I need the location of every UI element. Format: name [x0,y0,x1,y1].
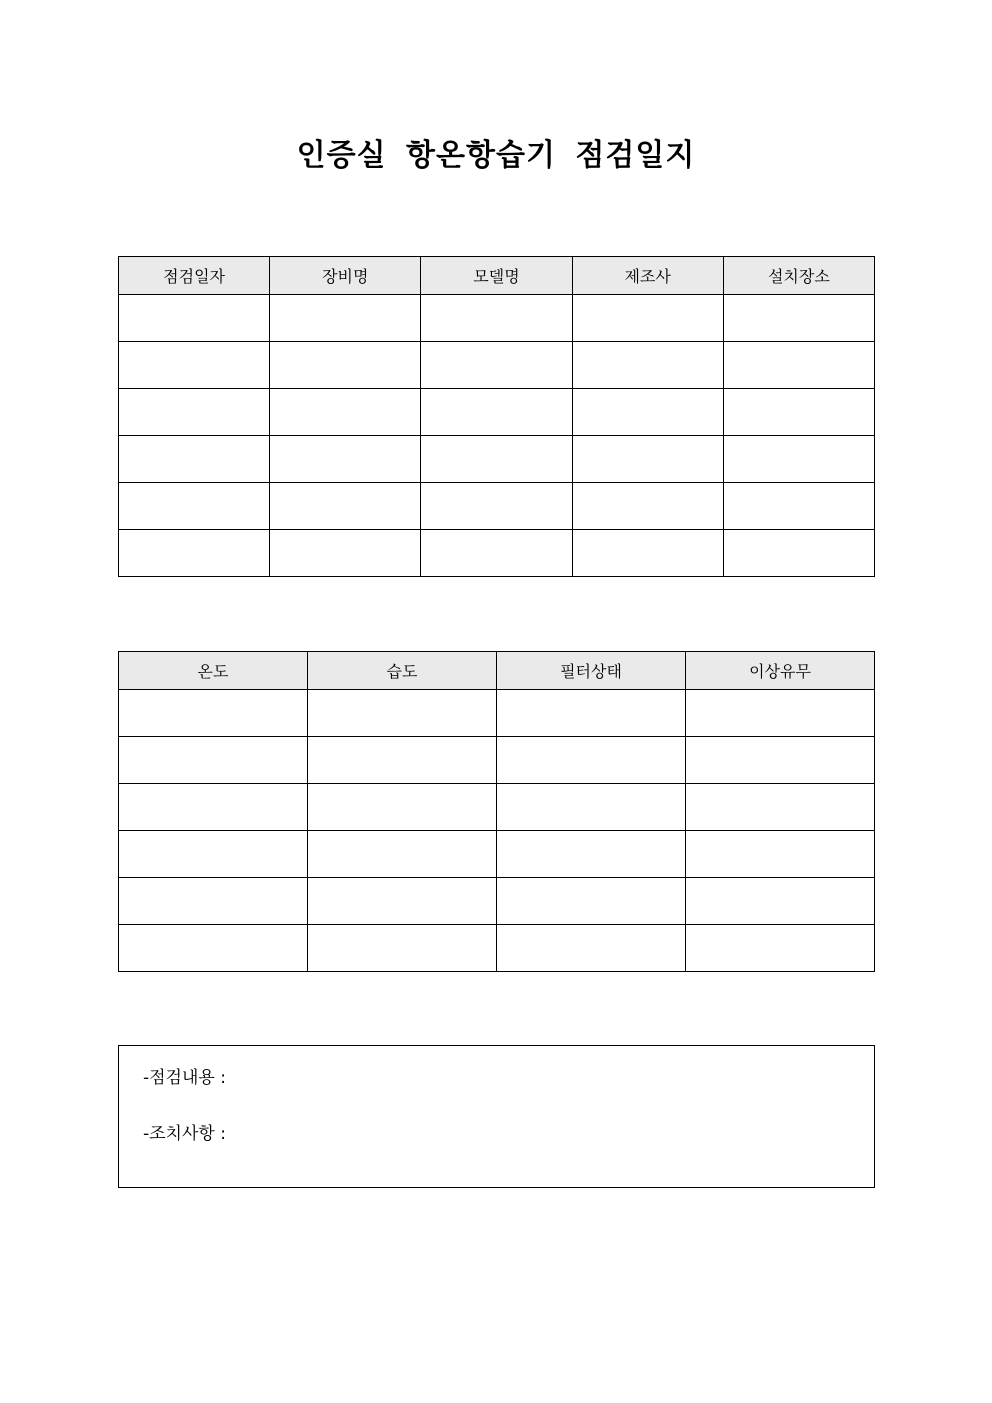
header-model-name: 모델명 [421,257,572,295]
table-cell[interactable] [686,690,875,737]
table-row [119,530,875,577]
table-cell[interactable] [119,784,308,831]
table-cell[interactable] [497,690,686,737]
table-cell[interactable] [270,389,421,436]
table-cell[interactable] [119,389,270,436]
table-cell[interactable] [497,784,686,831]
header-abnormality: 이상유무 [686,652,875,690]
table-row [119,690,875,737]
table-cell[interactable] [421,342,572,389]
table-cell[interactable] [686,831,875,878]
table-row [119,436,875,483]
table-cell[interactable] [686,925,875,972]
table-cell[interactable] [723,483,874,530]
table-row [119,925,875,972]
table-cell[interactable] [723,342,874,389]
table-cell[interactable] [119,737,308,784]
action-taken-label: -조치사항 : [143,1124,226,1144]
table-cell[interactable] [308,737,497,784]
table-cell[interactable] [497,737,686,784]
equipment-table [118,256,875,577]
table-row [119,389,875,436]
table-cell[interactable] [308,690,497,737]
table-cell[interactable] [119,295,270,342]
header-install-location: 설치장소 [723,257,874,295]
table-cell[interactable] [497,831,686,878]
table-cell[interactable] [119,878,308,925]
table-cell[interactable] [421,530,572,577]
table-cell[interactable] [421,436,572,483]
table-cell[interactable] [421,389,572,436]
notes-box [118,1045,875,1188]
header-filter-status: 필터상태 [497,652,686,690]
table-cell[interactable] [723,436,874,483]
table-cell[interactable] [723,295,874,342]
table-cell[interactable] [308,784,497,831]
table-header-row [119,652,875,690]
table-header-row [119,257,875,295]
header-temperature: 온도 [119,652,308,690]
table-cell[interactable] [270,295,421,342]
table-cell[interactable] [119,831,308,878]
table-cell[interactable] [270,530,421,577]
header-equipment-name: 장비명 [270,257,421,295]
table-row [119,737,875,784]
table-cell[interactable] [572,295,723,342]
table-cell[interactable] [686,737,875,784]
table-cell[interactable] [723,389,874,436]
table-cell[interactable] [119,342,270,389]
table-cell[interactable] [572,483,723,530]
table-cell[interactable] [572,530,723,577]
table-cell[interactable] [270,436,421,483]
table-cell[interactable] [119,436,270,483]
table-row [119,295,875,342]
table-cell[interactable] [308,831,497,878]
condition-table [118,651,875,972]
table-cell[interactable] [421,295,572,342]
table-cell[interactable] [119,530,270,577]
document-title: 인증실 항온항습기 점검일지 [296,138,696,173]
table-cell[interactable] [497,878,686,925]
table-cell[interactable] [270,483,421,530]
table-row [119,878,875,925]
table-cell[interactable] [723,530,874,577]
table-cell[interactable] [572,436,723,483]
table-cell[interactable] [572,342,723,389]
table-cell[interactable] [119,690,308,737]
table-row [119,342,875,389]
table-cell[interactable] [119,483,270,530]
table-row [119,784,875,831]
table-cell[interactable] [119,925,308,972]
table-cell[interactable] [686,878,875,925]
table-row [119,483,875,530]
table-cell[interactable] [270,342,421,389]
table-cell[interactable] [308,878,497,925]
header-humidity: 습도 [308,652,497,690]
table-cell[interactable] [308,925,497,972]
table-cell[interactable] [572,389,723,436]
table-cell[interactable] [497,925,686,972]
header-manufacturer: 제조사 [572,257,723,295]
table-cell[interactable] [686,784,875,831]
inspection-content-label: -점검내용 : [143,1068,226,1088]
table-row [119,831,875,878]
table-cell[interactable] [421,483,572,530]
header-inspection-date: 점검일자 [119,257,270,295]
